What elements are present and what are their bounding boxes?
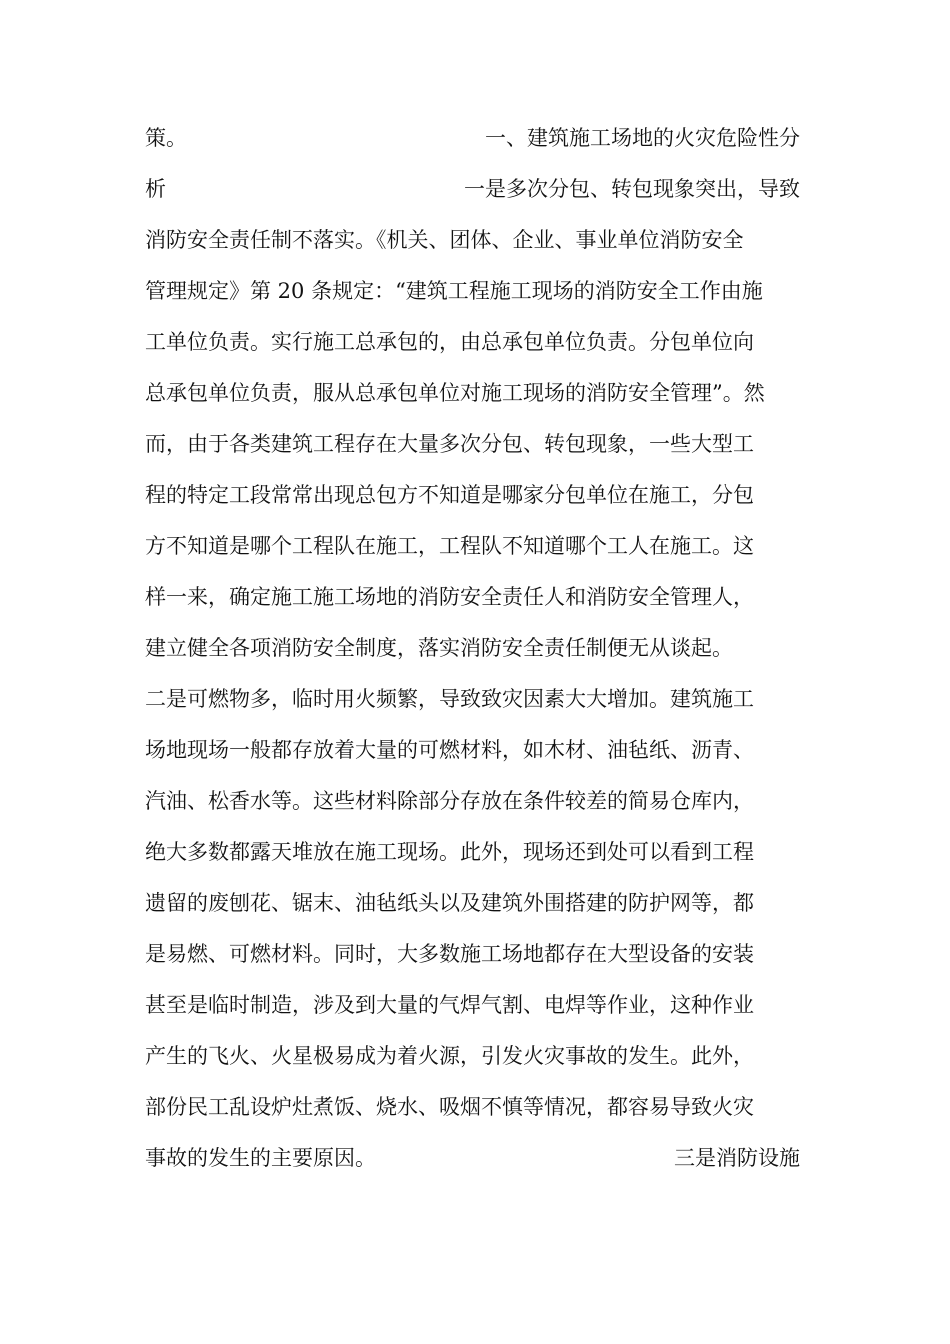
text-line	[145, 322, 800, 362]
text-line	[145, 526, 800, 566]
text-line	[145, 883, 800, 923]
text-line	[145, 934, 800, 974]
text-segment: 消防安全责任制不落实。《机关、团体、企业、事业单位消防安全	[145, 228, 744, 252]
text-line	[145, 577, 800, 617]
text-line	[145, 1036, 800, 1076]
text-segment: 事故的发生的主要原因。	[145, 1146, 376, 1170]
text-line	[145, 475, 800, 515]
text-line	[145, 220, 800, 260]
text-segment: 样一来，确定施工施工场地的消防安全责任人和消防安全管理人，	[145, 585, 754, 609]
text-line	[145, 730, 800, 770]
text-segment: 是易燃、可燃材料。同时，大多数施工场地都存在大型设备的安装	[145, 942, 754, 966]
text-line	[145, 169, 800, 209]
text-line	[145, 424, 800, 464]
text-segment: 遗留的废刨花、锯末、油毡纸头以及建筑外围搭建的防护网等，都	[145, 891, 754, 915]
text-line	[145, 781, 800, 821]
text-segment: 汽油、松香水等。这些材料除部分存放在条件较差的简易仓库内，	[145, 789, 754, 813]
text-line	[145, 1138, 800, 1178]
text-segment: 管理规定》第 20 条规定：“建筑工程施工现场的消防安全工作由施	[145, 279, 763, 303]
text-segment: 而，由于各类建筑工程存在大量多次分包、转包现象，一些大型工	[145, 432, 754, 456]
text-segment-right: 一是多次分包、转包现象突出，导致	[464, 177, 800, 201]
text-segment: 方不知道是哪个工程队在施工，工程队不知道哪个工人在施工。这	[145, 534, 754, 558]
text-line	[145, 1087, 800, 1127]
text-segment: 析	[145, 177, 166, 201]
text-segment-right: 三是消防设施	[674, 1146, 800, 1170]
text-line	[145, 118, 800, 158]
text-line	[145, 373, 800, 413]
text-segment: 总承包单位负责，服从总承包单位对施工现场的消防安全管理”。然	[145, 381, 765, 405]
text-segment: 部份民工乱设炉灶煮饭、烧水、吸烟不慎等情况，都容易导致火灾	[145, 1095, 754, 1119]
text-line	[145, 271, 800, 311]
text-segment: 二是可燃物多，临时用火频繁，导致致灾因素大大增加。建筑施工	[145, 687, 754, 711]
text-segment: 程的特定工段常常出现总包方不知道是哪家分包单位在施工，分包	[145, 483, 754, 507]
text-segment: 场地现场一般都存放着大量的可燃材料，如木材、油毡纸、沥青、	[145, 738, 754, 762]
text-line	[145, 985, 800, 1025]
heading-segment: 一、建筑施工场地的火灾危险性分	[485, 126, 800, 150]
text-segment: 策。	[145, 126, 187, 150]
text-segment: 绝大多数都露天堆放在施工现场。此外，现场还到处可以看到工程	[145, 840, 754, 864]
text-segment: 甚至是临时制造，涉及到大量的气焊气割、电焊等作业，这种作业	[145, 993, 754, 1017]
text-line	[145, 679, 800, 719]
text-segment: 工单位负责。实行施工总承包的，由总承包单位负责。分包单位向	[145, 330, 754, 354]
text-segment: 产生的飞火、火星极易成为着火源，引发火灾事故的发生。此外，	[145, 1044, 754, 1068]
text-segment: 建立健全各项消防安全制度，落实消防安全责任制便无从谈起。	[145, 636, 733, 660]
text-line	[145, 832, 800, 872]
text-line	[145, 628, 800, 668]
